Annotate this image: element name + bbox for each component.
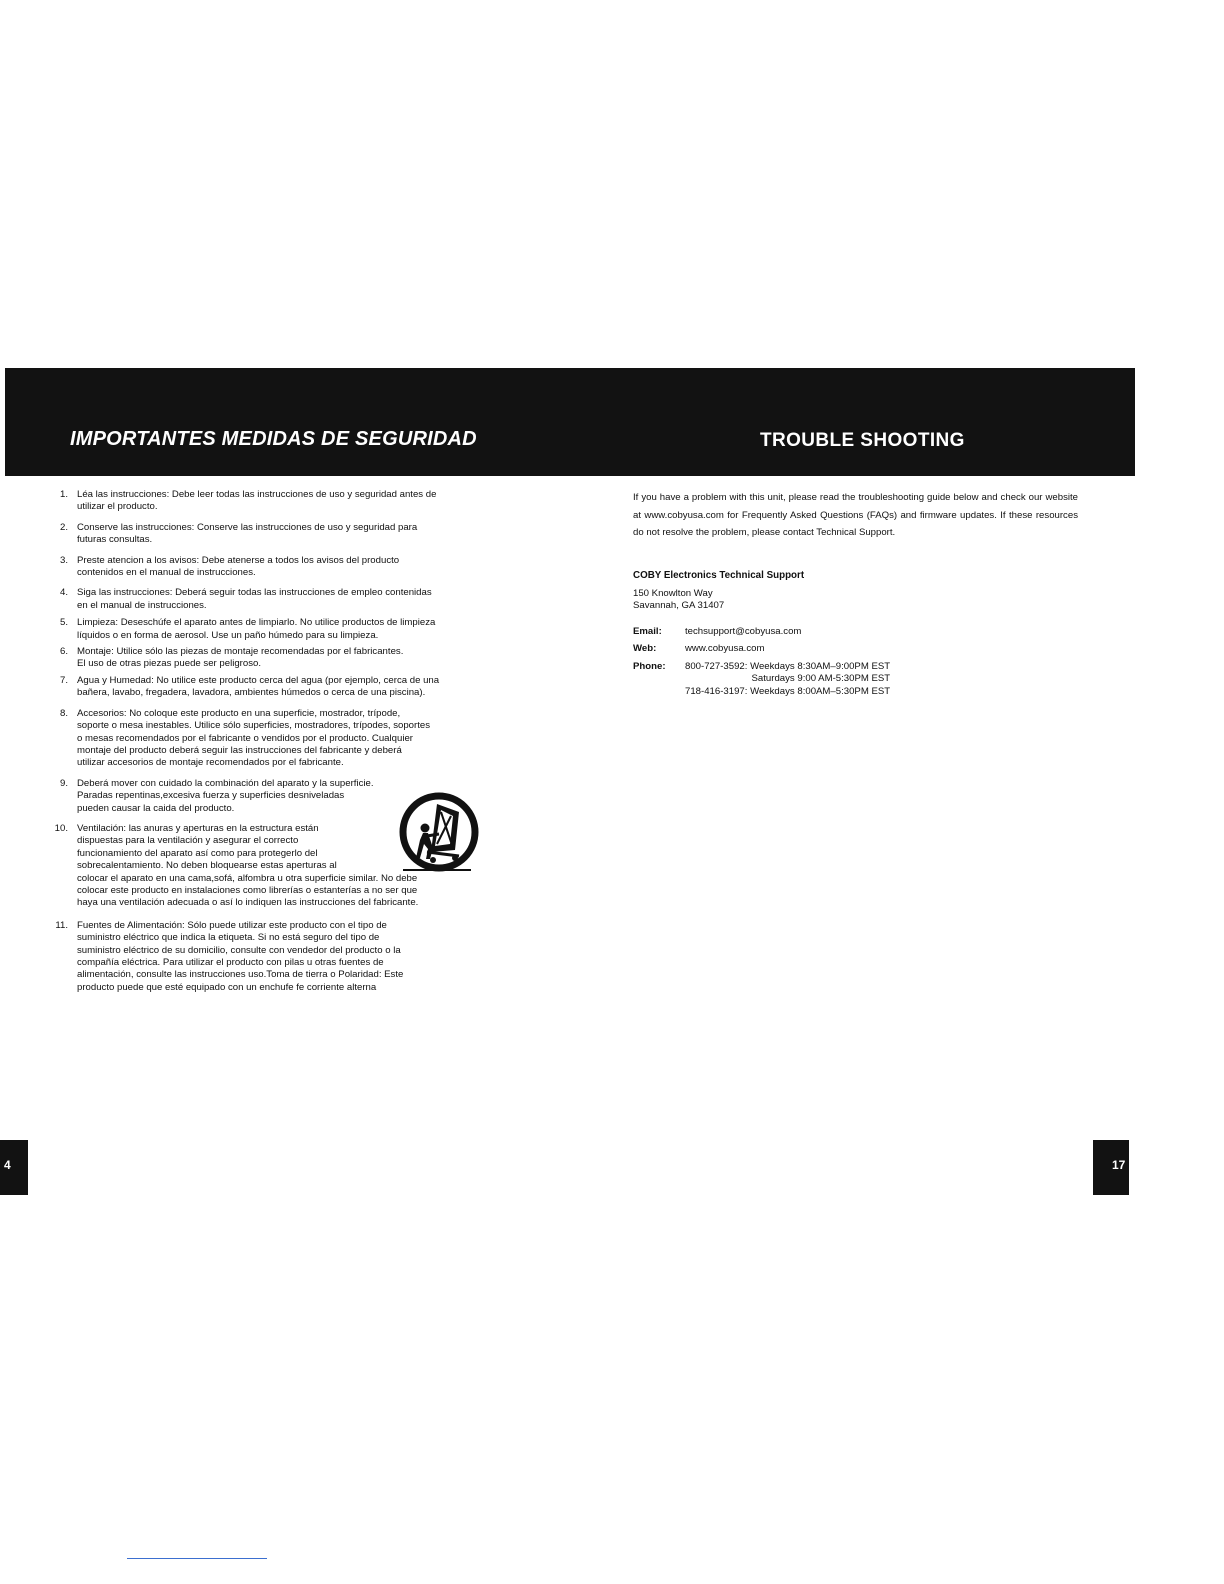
list-item bbox=[40, 555, 495, 580]
phone-line: Saturdays 9:00 AM-5:30PM EST bbox=[751, 673, 891, 685]
web-value: www.cobyusa.com bbox=[685, 643, 765, 655]
item-number: 10. bbox=[54, 822, 68, 834]
troubleshooting-title: TROUBLE SHOOTING bbox=[760, 430, 965, 451]
address-line: Savannah, GA 31407 bbox=[633, 600, 725, 612]
phone-values bbox=[685, 661, 890, 698]
item-text-line: utilizar el producto. bbox=[77, 501, 158, 513]
phone-line: 718-416-3197: Weekdays 8:00AM–5:30PM EST bbox=[685, 685, 891, 697]
item-text-line: líquidos o en forma de aerosol. Use un paño húmedo para su limpieza. bbox=[77, 629, 379, 641]
item-text-line: soporte o mesa inestables. Utilice sólo superficies, mostradores, trípodes, soportes bbox=[77, 720, 431, 732]
item-text-line: Preste atencion a los avisos: Debe atenerse a todos los avisos del producto bbox=[77, 554, 400, 566]
item-text-line: colocar el aparato en una cama,sofá, alfombra u otra superficie similar. No debe bbox=[77, 872, 418, 884]
item-text-line: haya una ventilación adecuada o así lo indiquen las instrucciones del fabricante. bbox=[77, 897, 419, 909]
item-text-line: sobrecalentamiento. No deben bloquearse estas aperturas al bbox=[77, 860, 337, 872]
item-number: 4. bbox=[59, 587, 68, 599]
item-text-line: utilizar accesorios de montaje recomendados por el fabricante. bbox=[77, 757, 344, 769]
email-value: techsupport@cobyusa.com bbox=[685, 626, 802, 637]
item-number: 5. bbox=[59, 617, 68, 629]
item-text-line: contenidos en el manual de instrucciones. bbox=[77, 567, 256, 579]
header-band bbox=[5, 368, 1135, 476]
support-address bbox=[633, 588, 724, 613]
item-text-line: Agua y Humedad: No utilice este producto cerca del agua (por ejemplo, cerca de una bbox=[77, 674, 440, 686]
item-text-line: suministro eléctrico de su domicilio, consulte con vendedor del producto o la bbox=[77, 944, 401, 956]
item-text-line: bañera, lavabo, fregadera, lavadora, ambientes húmedos o cerca de una piscina). bbox=[77, 687, 426, 699]
item-number: 3. bbox=[59, 554, 68, 566]
list-item bbox=[40, 522, 495, 547]
list-item bbox=[40, 675, 495, 700]
list-item bbox=[40, 489, 495, 514]
item-text-line: producto puede que esté equipado con un enchufe fe corriente alterna bbox=[77, 981, 377, 993]
list-item bbox=[40, 920, 495, 994]
troubleshooting-intro: If you have a problem with this unit, please read the troubleshooting guide below and check our website at www.cobyusa.com for Frequently Asked Questions (FAQs) and firmware updates. If these resources do not resolve the problem, please contact Technical Support. bbox=[633, 492, 1078, 538]
web-row bbox=[633, 643, 890, 655]
item-text-line: compañía eléctrica. Para utilizar el producto con pilas u otras fuentes de bbox=[77, 957, 384, 968]
safety-title: IMPORTANTES MEDIDAS DE SEGURIDAD bbox=[70, 428, 477, 450]
item-text-line: Léa las instrucciones: Debe leer todas las instrucciones de uso y seguridad antes de bbox=[77, 489, 437, 500]
item-text-line: Conserve las instrucciones: Conserve las instrucciones de uso y seguridad para bbox=[77, 521, 418, 533]
cart-tip-over-warning-icon bbox=[397, 792, 481, 876]
item-text-line: montaje del producto deberá seguir las instrucciones del fabricante y deberá bbox=[77, 744, 402, 756]
item-text-line: Ventilación: las anuras y aperturas en la estructura están bbox=[77, 822, 319, 834]
email-label: Email: bbox=[633, 626, 662, 637]
item-text-line: Montaje: Utilice sólo las piezas de montaje recomendadas por el fabricantes. bbox=[77, 646, 404, 658]
phone-row bbox=[633, 661, 890, 698]
item-number: 7. bbox=[59, 674, 68, 686]
phone-line: 800-727-3592: Weekdays 8:30AM–9:00PM EST bbox=[685, 660, 891, 672]
item-text-line: Siga las instrucciones: Deberá seguir todas las instrucciones de empleo contenidas bbox=[77, 587, 432, 599]
item-number: 2. bbox=[59, 521, 68, 533]
item-text-line: en el manual de instrucciones. bbox=[77, 599, 207, 611]
item-text-line: El uso de otras piezas puede ser peligroso. bbox=[77, 658, 261, 670]
item-text-line: Deberá mover con cuidado la combinación del aparato y la superficie. bbox=[77, 777, 374, 789]
page-number-left: 4 bbox=[0, 1140, 28, 1195]
item-number: 1. bbox=[59, 489, 68, 500]
item-number: 11. bbox=[55, 919, 68, 931]
item-text-line: Paradas repentinas,excesiva fuerza y superficies desniveladas bbox=[77, 790, 345, 802]
item-text-line: Limpieza: Deseschúfe el aparato antes de limpiarlo. No utilice productos de limpieza bbox=[77, 617, 436, 629]
item-text-line: colocar este producto en instalaciones como librerías o estanterías a no ser que bbox=[77, 884, 418, 896]
list-item bbox=[40, 587, 495, 612]
list-item bbox=[40, 617, 495, 642]
email-row bbox=[633, 626, 890, 638]
item-text-line: Accesorios: No coloque este producto en una superficie, mostrador, trípode, bbox=[77, 707, 401, 719]
item-text-line: pueden causar la caida del producto. bbox=[77, 802, 235, 814]
address-line: 150 Knowlton Way bbox=[633, 588, 713, 599]
list-item bbox=[40, 708, 495, 770]
item-text-line: alimentación, consulte las instrucciones uso.Toma de tierra o Polaridad: Este bbox=[77, 969, 404, 981]
list-item bbox=[40, 646, 495, 671]
item-number: 6. bbox=[59, 646, 68, 658]
support-title: COBY Electronics Technical Support bbox=[633, 570, 805, 581]
page-number-right: 17 bbox=[1093, 1140, 1129, 1195]
phone-label: Phone: bbox=[633, 660, 666, 672]
item-text-line: futuras consultas. bbox=[77, 534, 153, 546]
item-number: 8. bbox=[59, 707, 68, 719]
web-label: Web: bbox=[633, 643, 657, 655]
item-text-line: dispuestas para la ventilación y asegurar el correcto bbox=[77, 835, 299, 847]
item-number: 9. bbox=[59, 777, 68, 789]
item-text-line: funcionamiento del aparato así como para protegerlo del bbox=[77, 847, 318, 859]
item-text-line: suministro eléctrico que indica la etiqueta. Si no está seguro del tipo de bbox=[77, 932, 380, 944]
safety-list bbox=[40, 489, 495, 994]
footer-rule bbox=[127, 1558, 267, 1559]
item-text-line: o mesas recomendados por el fabricante o vendidos por el producto. Cualquier bbox=[77, 732, 413, 744]
contact-block bbox=[633, 626, 890, 703]
item-text-line: Fuentes de Alimentación: Sólo puede utilizar este producto con el tipo de bbox=[77, 919, 387, 931]
